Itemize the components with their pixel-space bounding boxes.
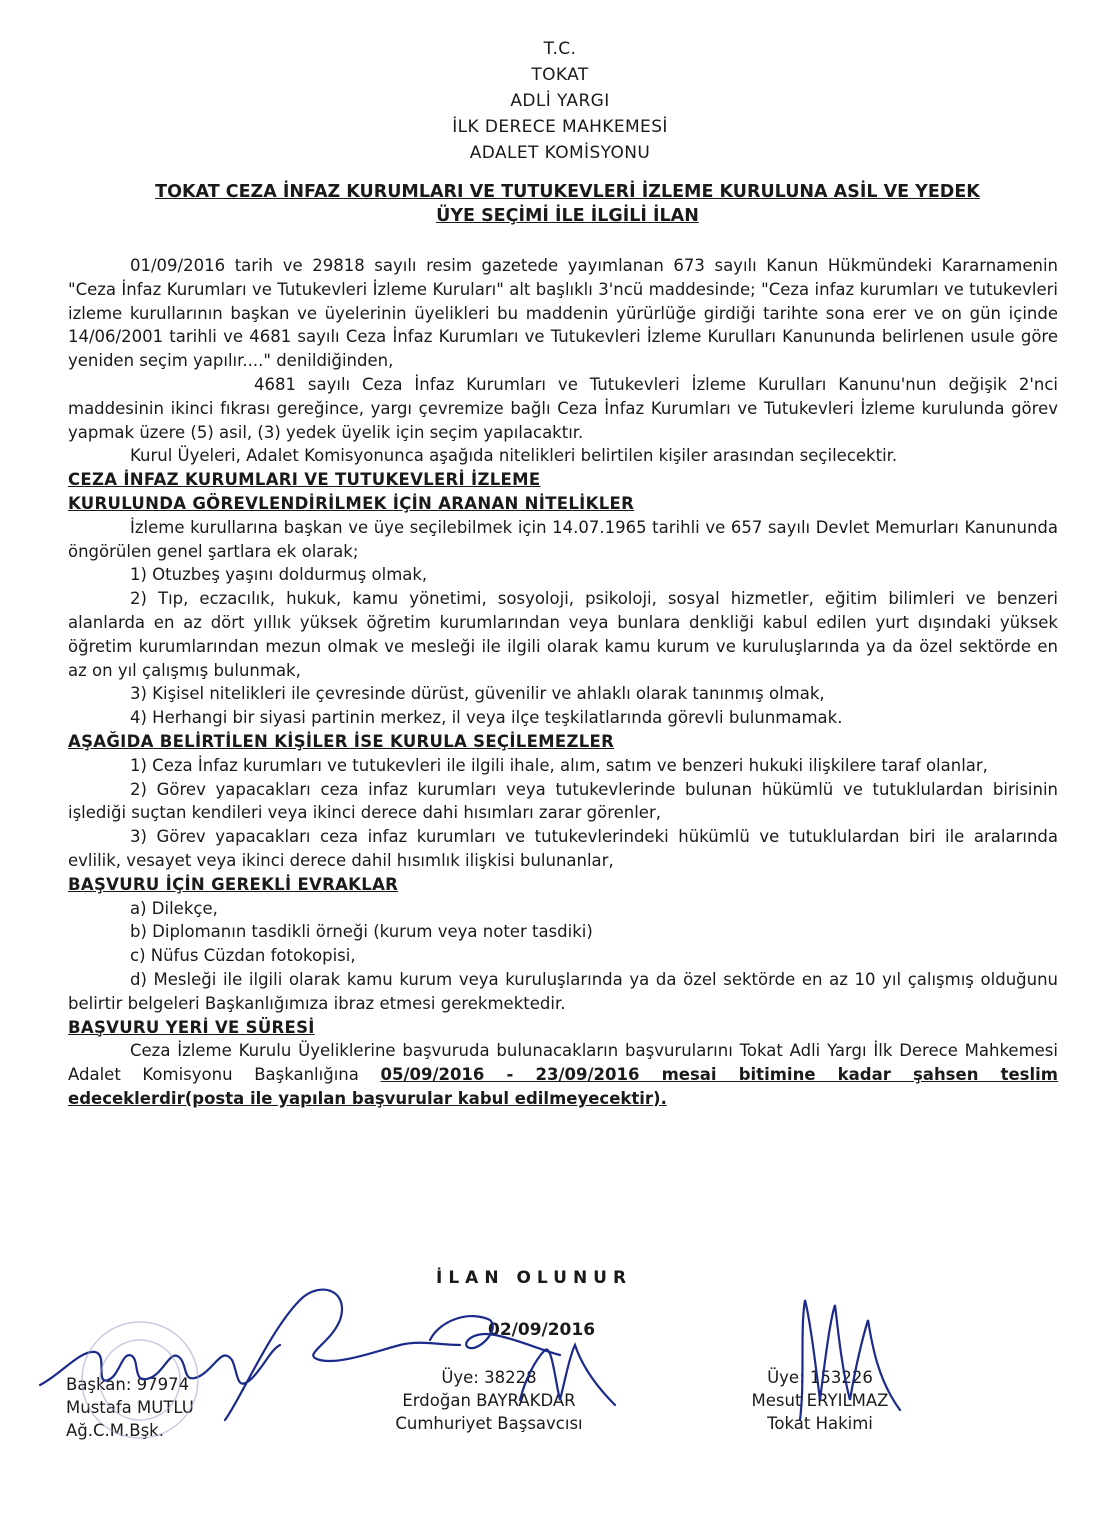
section-heading-application: BAŞVURU YERİ VE SÜRESİ [68, 1017, 315, 1037]
signatory-name: Mustafa MUTLU [66, 1398, 194, 1417]
signatory-id: Üye: 38228 [441, 1368, 537, 1387]
section-heading-qualifications [68, 468, 1058, 516]
list-item: 2) Tıp, eczacılık, hukuk, kamu yönetimi, sosyoloji, psikoloji, sosyal hizmetler, eğitim bilimleri ve benzeri alanlarda en az dört yıllık yüksek öğretim kurumlarından veya bunlara denkliği kabul edilen yurt dışındaki yüksek öğretim kurumlarından mezun olmak ve mesleği ile ilgili olarak kamu kurum ve kuruluşlarında ya da özel sektörde en az on yıl çalışmış bulunmak, [68, 589, 1058, 680]
application-text: Ceza İzleme Kurulu Üyeliklerine başvuruda bulunacakların başvurularını Tokat Adli Yargı İlk Derece Mahkemesi Adalet Komisyonu Başkanlığına [68, 1041, 1058, 1085]
signatory-title: Cumhuriyet Başsavcısı [395, 1414, 583, 1433]
list-item: 1) Otuzbeş yaşını doldurmuş olmak, [130, 565, 428, 585]
header-line: T.C. [543, 39, 577, 59]
section-heading-ineligible: AŞAĞIDA BELİRTİLEN KİŞİLER İSE KURULA SEÇİLEMEZLER [68, 731, 615, 751]
list-item: 3) Kişisel nitelikleri ile çevresinde dürüst, güvenilir ve ahlaklı olarak tanınmış olmak, [130, 684, 825, 704]
signatory-title: Ağ.C.M.Bşk. [66, 1421, 164, 1440]
signatory-chair [66, 1373, 194, 1442]
signatory-id: Üye: 153226 [767, 1368, 873, 1387]
section-heading-documents: BAŞVURU İÇİN GEREKLİ EVRAKLAR [68, 874, 399, 894]
title-line: TOKAT CEZA İNFAZ KURUMLARI VE TUTUKEVLERİ İZLEME KURULUNA ASİL VE YEDEK [155, 182, 980, 202]
signatory-id: Başkan: 97974 [66, 1375, 190, 1394]
intro-paragraph-3: Kurul Üyeleri, Adalet Komisyonunca aşağıda nitelikleri belirtilen kişiler arasından seçilecektir. [130, 446, 898, 466]
signatory-member-2 [740, 1366, 900, 1435]
list-item: 2) Görev yapacakları ceza infaz kurumları veya tutukevlerinde bulunan hükümlü ve tutuklulardan birisinin işlediği suçtan kendileri veya ikinci derece dahi hısımları zarar görenler, [68, 779, 1058, 823]
list-item: a) Dilekçe, [130, 898, 218, 918]
list-item: 1) Ceza İnfaz kurumları ve tutukevleri ile ilgili ihale, alım, satım ve benzeri hukuki ilişkilere taraf olanlar, [130, 755, 988, 775]
signatory-title: Tokat Hakimi [767, 1414, 873, 1433]
intro-paragraph-2: 4681 sayılı Ceza İnfaz Kurumları ve Tutukevleri İzleme Kurulları Kanunu'nun değişik 2'nci maddesinin ikinci fıkrası gereğince, yargı çevremize bağlı Ceza İnfaz Kurumları ve Tutukevleri İzleme kurulunda görev yapmak üzere (5) asil, (3) yedek üyelik için seçim yapılacaktır. [68, 374, 1058, 442]
header-line: ADALET KOMİSYONU [469, 143, 651, 163]
qualifications-intro: İzleme kurullarına başkan ve üye seçilebilmek için 14.07.1965 tarihli ve 657 sayılı Devlet Memurları Kanununda öngörülen genel şartlara ek olarak; [68, 517, 1058, 561]
title-line: ÜYE SEÇİMİ İLE İLGİLİ İLAN [436, 206, 699, 226]
ilan-olunur: İLAN OLUNUR [436, 1268, 633, 1288]
signatory-name: Erdoğan BAYRAKDAR [402, 1391, 576, 1410]
document-body [68, 254, 1058, 1111]
header-line: İLK DERECE MAHKEMESİ [452, 117, 668, 137]
application-paragraph [68, 1039, 1058, 1110]
list-item: 3) Görev yapacakları ceza infaz kurumları ve tutukevlerindeki hükümlü ve tutuklulardan biri ile aralarında evlilik, vesayet veya ikinci derece dahil hısımlık ilişkisi bulunanlar, [68, 827, 1058, 870]
list-item: b) Diplomanın tasdikli örneği (kurum veya noter tasdiki) [130, 922, 593, 942]
signatory-name: Mesut ERYILMAZ [751, 1391, 889, 1410]
document-header [0, 36, 1105, 166]
header-line: ADLİ YARGI [510, 91, 610, 111]
header-line: TOKAT [531, 65, 589, 85]
intro-paragraph-1: 01/09/2016 tarih ve 29818 sayılı resim gazetede yayımlanan 673 sayılı Kanun Hükmündeki Kararnamenin "Ceza İnfaz Kurumları ve Tutukevleri İzleme Kuruları" alt başlıklı 3'ncü maddesinde; "Ceza infaz kurumları ve tutukevleri izleme kurullarının başkan ve üyelerinin üyelikleri bu maddenin yürürlüğe girdiği tarihte sona erer ve on gün içinde 14/06/2001 tarihli ve 4681 sayılı Ceza İnfaz Kurumları ve Tutukevleri İzleme Kurulları Kanununda belirlenen usule göre yeniden seçim yapılır...." denildiğinden, [68, 256, 1058, 371]
list-item: d) Mesleği ile ilgili olarak kamu kurum veya kuruluşlarında ya da özel sektörde en az 10 yıl çalışmış olduğunu belirtir belgeleri Başkanlığımıza ibraz etmesi gerekmektedir. [68, 969, 1058, 1013]
document-title [80, 180, 1055, 228]
heading-line: KURULUNDA GÖREVLENDİRİLMEK İÇİN ARANAN NİTELİKLER [68, 493, 635, 513]
list-item: c) Nüfus Cüzdan fotokopisi, [130, 946, 356, 966]
list-item: 4) Herhangi bir siyasi partinin merkez, il veya ilçe teşkilatlarında görevli bulunmamak. [130, 708, 843, 728]
heading-line: CEZA İNFAZ KURUMLARI VE TUTUKEVLERİ İZLEME [68, 470, 541, 490]
signature-date: 02/09/2016 [488, 1320, 596, 1340]
application-deadline: 05/09/2016 - 23/09/2016 mesai bitimine kadar şahsen teslim edeceklerdir(posta ile yapılan başvurular kabul edilmeyecektir). [68, 1065, 1058, 1108]
signatory-member-1 [374, 1366, 604, 1435]
